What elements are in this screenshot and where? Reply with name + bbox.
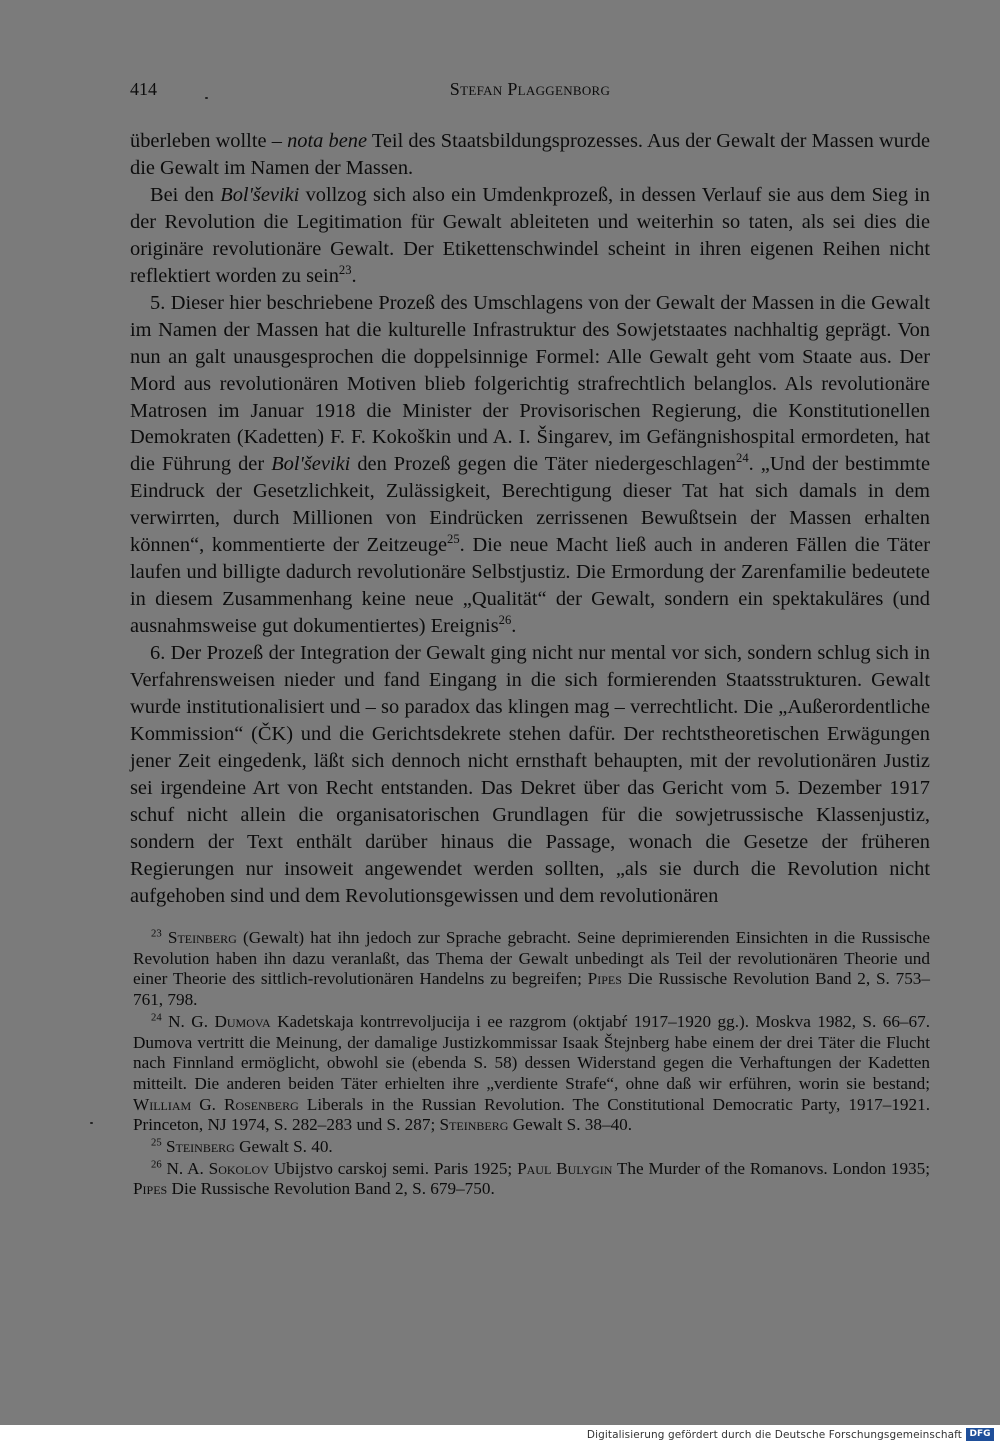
- main-text: [130, 128, 930, 910]
- scan-speck: [90, 1122, 93, 1124]
- scan-speck: [205, 97, 208, 99]
- emphasis: nota bene: [287, 130, 368, 152]
- paragraph: Bei den Bol'ševiki vollzog sich also ein Umdenkprozeß, in dessen Verlauf sie aus dem Sieg in der Revolution die Legitimation für Gewalt ableiteten und weiterhin so taten, als sei dies die originäre revolutionäre Gewalt. Der Etikettenschwindel scheint in ihren eigenen Reihen nicht reflektiert worden zu sein$^{23}$.: [130, 183, 930, 287]
- author-name: Steinberg: [439, 1115, 509, 1135]
- author-name: Pipes: [133, 1179, 168, 1199]
- footnote-23: $^{23}$ Steinberg (Gewalt) hat ihn jedoch zur Sprache gebracht. Seine deprimierenden Einsichten in die Russische Revolution haben ihn dazu veranlaßt, das Thema der Gewalt unbedingt als Teil der revolutionären Theorie und einer Theorie des sittlich-revolutionären Handelns zu begreifen; Pipes Die Russische Revolution Band 2, S. 753–761, 798.: [133, 928, 931, 1010]
- author-name: N. A. Sokolov: [166, 1158, 269, 1178]
- author-name: Paul Bulygin: [517, 1158, 613, 1178]
- author-name: Pipes: [587, 969, 622, 989]
- digitization-footer: [0, 1425, 1000, 1445]
- emphasis: Bol'ševiki: [220, 183, 300, 206]
- footnotes: [133, 928, 930, 1201]
- footnote-ref[interactable]: 25: [447, 532, 460, 547]
- footer-credit: Digitalisierung gefördert durch die Deutsche Forschungsgemeinschaft: [586, 1429, 962, 1441]
- author-name: William G. Rosenberg: [133, 1094, 299, 1114]
- page-header: [130, 79, 930, 105]
- running-title: Stefan Plaggenborg: [449, 79, 611, 99]
- footnote-26: $^{26}$ N. A. Sokolov Ubijstvo carskoj semi. Paris 1925; Paul Bulygin The Murder of the Romanovs. London 1935; Pipes Die Russische Revolution Band 2, S. 679–750.: [133, 1158, 930, 1199]
- footnote-ref[interactable]: 26: [498, 613, 512, 628]
- paragraph: 6. Der Prozeß der Integration der Gewalt ging nicht nur mental vor sich, sondern schlug sich in Verfahrensweisen nieder und fand Eingang in die sich formierenden Staatsstrukturen. Gewalt wurde institutionalisiert und – so paradox das klingen mag – verrechtlicht. Die „Außerordentliche Kommission“ (ČK) und die Gerichtsdekrete stehen dafür. Der rechtstheoretischen Erwägungen jener Zeit eingedenk, läßt sich dennoch nicht ernsthaft behaupten, mit der revolutionären Justiz sei irgendeine Art von Recht entstanden. Das Dekret über das Gericht vom 5. Dezember 1917 schuf nicht allein die organisatorischen Grundlagen für die sowjetrussische Klassenjustiz, sondern der Text enthält darüber hinaus die Passage, wonach die Gesetze der früheren Regierungen nur insoweit angewendet werden sollten, „als sie durch die Revolution nicht aufgehoben sind und dem Revolutionsgewissen und dem revolutionären: [130, 642, 930, 907]
- footnote-ref[interactable]: 23: [338, 262, 352, 277]
- author-name: N. G. Dumova: [168, 1011, 271, 1031]
- paragraph: 5. Dieser hier beschriebene Prozeß des Umschlagens von der Gewalt der Massen in die Gewalt im Namen der Massen hat die kulturelle Infrastruktur des Sowjetstaates nachhaltig geprägt. Von nun an galt unausgesprochen die doppelsinnige Formel: Alle Gewalt geht vom Staate aus. Der Mord aus revolutionären Motiven blieb folgerichtig strafrechtlich belanglos. Als revolutionäre Matrosen im Januar 1918 die Minister der Provisorischen Regierung, die Konstitutionellen Demokraten (Kadetten) F. F. Kokoškin und A. I. Šingarev, im Gefängnishospital ermordeten, hat die Führung der Bol'ševiki den Prozeß gegen die Täter niedergeschlagen$^{24}$. „Und der bestimmte Eindruck der Gesetzlichkeit, Zulässigkeit, Berechtigung dieser Tat hat sich damals in dem verwirrten, durch Millionen von Eindrücken zerrissenen Bewußtsein der Massen erhalten können“, kommentierte der Zeitzeuge$^{25}$. Die neue Macht ließ auch in anderen Fällen die Täter laufen und billigte dadurch revolutionäre Selbstjustiz. Die Ermordung der Zarenfamilie bedeutete in diesem Zusammenhang keine neue „Qualität“ der Gewalt, sondern ein spektakuläres (und ausnahmsweise gut dokumentiertes) Ereignis$^{26}$.: [130, 291, 930, 638]
- footnote-24: $^{24}$ N. G. Dumova Kadetskaja kontrrevoljucija i ee razgrom (oktjabŕ 1917–1920 gg.). Moskva 1982, S. 66–67. Dumova vertritt die Meinung, der damalige Justizkommissar Isaak Štejnberg habe einem der drei Täter die Flucht nach Finnland ermöglicht, obwohl sie (ebenda S. 58) dessen Widerstand gegen die Verhaftungen der Kadetten mitteilt. Die anderen beiden Täter erhielten ihre „verdiente Strafe“, ohne daß wir erführen, worin sie bestand; William G. Rosenberg Liberals in the Russian Revolution. The Constitutional Democratic Party, 1917–1921. Princeton, NJ 1974, S. 282–283 und S. 287; Steinberg Gewalt S. 38–40.: [133, 1011, 931, 1135]
- footnote-ref[interactable]: 24: [736, 451, 749, 466]
- dfg-logo-icon: DFG: [966, 1428, 994, 1441]
- emphasis: Bol'ševiki: [271, 453, 351, 476]
- author-name: Steinberg: [165, 1137, 235, 1157]
- footnote-25: $^{25}$ Steinberg Gewalt S. 40.: [151, 1137, 333, 1157]
- author-name: Steinberg: [167, 928, 237, 947]
- page-number: 414: [130, 79, 157, 99]
- paragraph: überleben wollte – nota bene Teil des Staatsbildungsprozesses. Aus der Gewalt der Massen wurde die Gewalt im Namen der Massen.: [130, 130, 931, 179]
